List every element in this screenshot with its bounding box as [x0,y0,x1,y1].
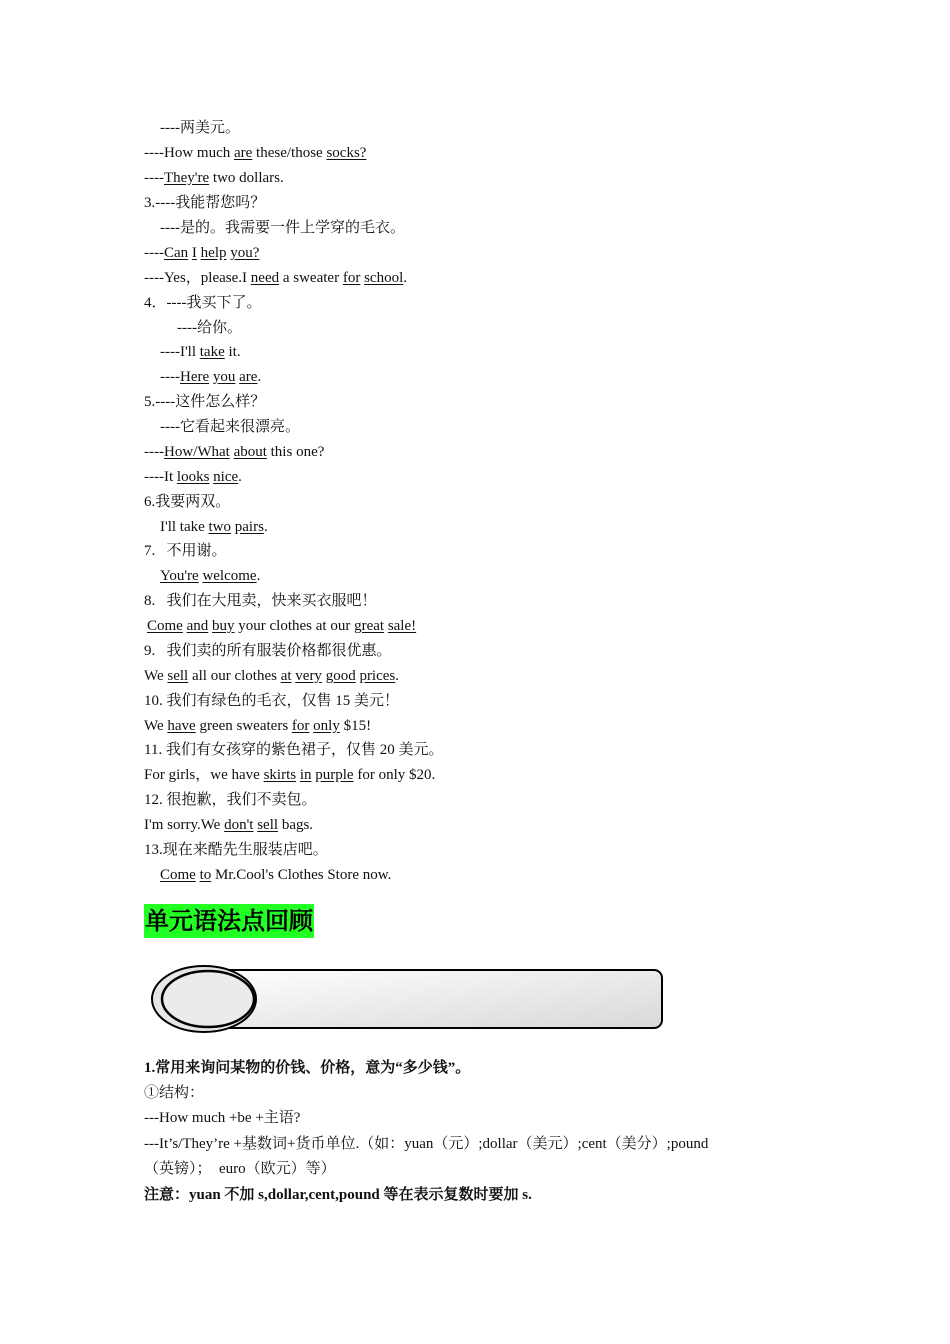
note: 注意：yuan 不加 s,dollar,cent,pound 等在表示复数时要加 s. [144,1187,532,1203]
line: ----给你。 [177,320,242,336]
underlined-word: need [250,270,280,286]
line: 13.现在来酷先生服装店吧。 [144,842,328,858]
underlined-word: two [208,519,232,535]
underlined-word: school [364,270,404,286]
underlined-word: help [200,245,227,261]
text: We [144,668,168,684]
underlined-word: Here [179,369,210,385]
section-heading: 单元语法点回顾 [144,904,314,938]
underlined-word: prices [359,668,396,684]
underlined-word: take [199,344,225,360]
text: it. [224,344,241,360]
text: Mr.Cool's Clothes Store now. [211,867,392,883]
underlined-word: looks [176,469,210,485]
underlined-word: are [233,145,253,161]
text: ---- [144,170,164,186]
line: ----两美元。 [160,120,240,136]
line: 5.----这件怎么样？ [144,394,266,410]
underlined-word: sell [167,668,189,684]
line: 11. 我们有女孩穿的紫色裙子，仅售 20 美元。 [144,742,444,758]
underlined-word: only [313,718,340,734]
line: 7. 不用谢。 [144,543,227,559]
grammar-point-title: 1.常用来询问某物的价钱、价格，意为“多少钱”。 [144,1060,471,1076]
line [144,666,399,686]
line [160,342,241,362]
text: . [257,369,262,385]
structure-label: ①结构： [144,1085,205,1101]
underlined-word: purple [315,767,354,783]
text: ----I'll [160,344,200,360]
underlined-word: in [299,767,312,783]
line: 4．----我买下了。 [144,295,262,311]
text: bags. [278,817,314,833]
line: 8. 我们在大甩卖，快来买衣服吧！ [144,593,377,609]
underlined-word: skirts [263,767,297,783]
underlined-word: for [342,270,361,286]
text: We [144,718,168,734]
underlined-word: about [233,444,267,460]
structure-answer: ---It’s/They’re +基数词+货币单位.（如：yuan（元）;dollar（美元）;cent（美分）;pound [144,1136,709,1152]
line [160,566,260,586]
text: . [403,270,407,286]
underlined-word: good [325,668,356,684]
text: ---- [144,245,164,261]
line [144,168,284,188]
underlined-word: at [280,668,292,684]
underlined-word: Come [160,867,196,883]
line [144,716,371,736]
line [160,517,268,537]
underlined-word: very [295,668,322,684]
text: . [238,469,242,485]
underlined-word: sale! [387,618,417,634]
structure-answer-continued: （英镑）； euro（欧元）等） [144,1161,336,1177]
banner-bar [210,970,662,1028]
text: for only $20. [353,767,436,783]
line: 9. 我们卖的所有服装价格都很优惠。 [144,643,392,659]
underlined-word: How/What [163,444,230,460]
line [144,268,407,288]
line [144,765,435,785]
line [147,616,416,636]
line: ----是的。我需要一件上学穿的毛衣。 [160,220,405,236]
text: ----How much [144,145,234,161]
underlined-word: Can [163,245,189,261]
underlined-word: buy [212,618,235,634]
underlined-word: and [186,618,209,634]
text: ---- [144,444,164,460]
text: a sweater [279,270,343,286]
line [144,143,366,163]
text: I'm sorry.We [144,817,225,833]
text: ----It [144,469,177,485]
line [144,442,324,462]
text: this one? [266,444,325,460]
line: 12. 很抱歉，我们不卖包。 [144,792,317,808]
underlined-word: have [167,718,196,734]
text: ----Yes，please.I [144,270,251,286]
text: two dollars. [209,170,284,186]
underlined-word: pairs [234,519,264,535]
line [160,367,261,387]
underlined-word: You're [160,568,199,584]
text: . [263,519,268,535]
underlined-word: nice [213,469,239,485]
underlined-word: you [212,369,236,385]
line: 10. 我们有绿色的毛衣，仅售 15 美元！ [144,693,400,709]
text: ---- [160,369,180,385]
text: . [395,668,400,684]
text: $15! [339,718,372,734]
text: green sweaters [195,718,292,734]
underlined-word: sell [257,817,279,833]
text: For girls，we have [144,767,264,783]
text: your clothes at our [234,618,355,634]
line: 6.我要两双。 [144,494,231,510]
text: I'll take [160,519,209,535]
underlined-word: great [354,618,385,634]
underlined-word: I [191,245,197,261]
underlined-word: welcome [202,568,257,584]
line [144,467,242,487]
line [144,815,313,835]
underlined-word: for [291,718,310,734]
underlined-word: They're [163,170,210,186]
structure-question: ---How much +be +主语? [144,1110,301,1126]
line: ----它看起来很漂亮。 [160,419,300,435]
underlined-word: Come [147,618,183,634]
text: all our clothes [188,668,281,684]
underlined-word: don't [224,817,254,833]
underlined-word: are [239,369,258,385]
line [160,865,391,885]
line [144,243,259,263]
line: 3.----我能帮您吗？ [144,195,266,211]
underlined-word: you? [230,245,260,261]
underlined-word: to [199,867,212,883]
text: these/those [252,145,327,161]
decorative-banner-shape [150,962,670,1038]
text: . [256,568,261,584]
underlined-word: socks? [326,145,367,161]
banner-oval-inner [162,971,254,1027]
